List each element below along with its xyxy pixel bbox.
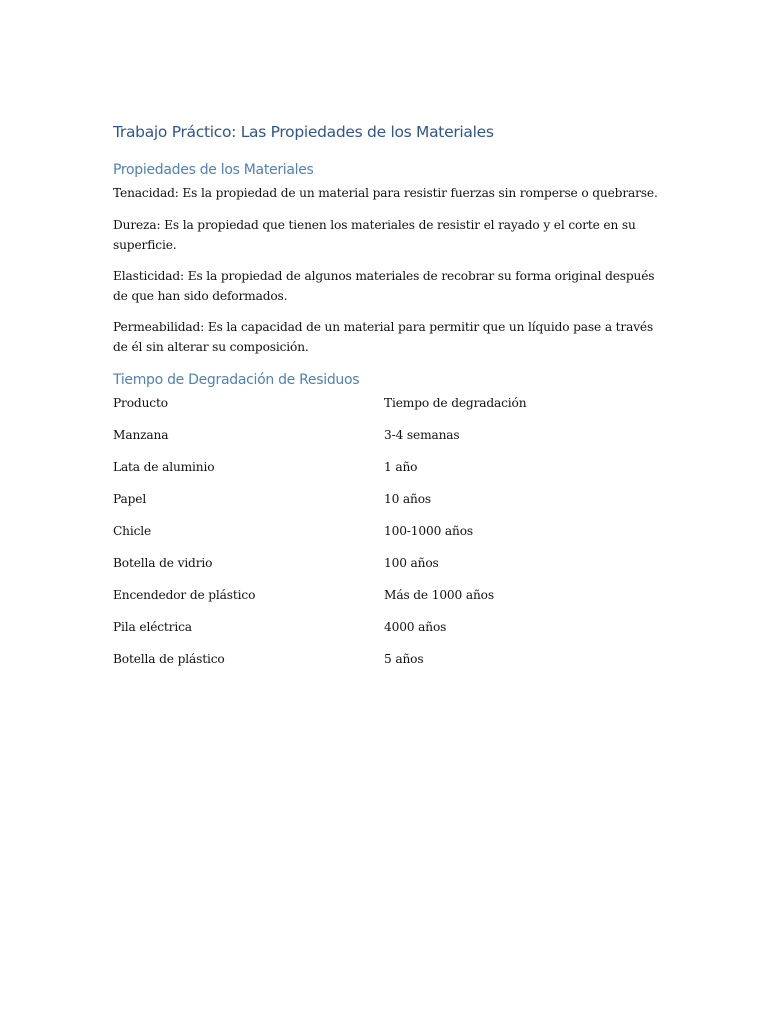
paragraph-dureza: Dureza: Es la propiedad que tienen los materiales de resistir el rayado y el corte en su superficie. <box>113 218 636 252</box>
product-cell: Botella de plástico <box>113 652 225 666</box>
document-title: Trabajo Práctico: Las Propiedades de los Materiales <box>113 123 494 141</box>
time-cell: Más de 1000 años <box>384 588 494 602</box>
time-cell: 5 años <box>384 652 424 666</box>
table-row <box>113 489 673 521</box>
product-cell: Lata de aluminio <box>113 460 215 474</box>
product-cell: Pila eléctrica <box>113 620 192 634</box>
table-row <box>113 553 673 585</box>
product-cell: Manzana <box>113 428 169 442</box>
time-cell: 4000 años <box>384 620 447 634</box>
product-cell: Encendedor de plástico <box>113 588 256 602</box>
time-cell: 10 años <box>384 492 432 506</box>
section-heading-properties: Propiedades de los Materiales <box>113 162 314 178</box>
table-row <box>113 425 673 457</box>
product-cell: Chicle <box>113 524 152 538</box>
table-row <box>113 649 673 681</box>
time-cell: 1 año <box>384 460 418 474</box>
table-row <box>113 521 673 553</box>
column-header-time: Tiempo de degradación <box>384 396 527 410</box>
table-header-row <box>113 393 673 425</box>
paragraph-tenacidad: Tenacidad: Es la propiedad de un material para resistir fuerzas sin romperse o quebrarse. <box>113 186 658 200</box>
product-cell: Botella de vidrio <box>113 556 213 570</box>
degradation-table <box>113 393 673 681</box>
table-row <box>113 617 673 649</box>
column-header-product: Producto <box>113 396 168 410</box>
table-row <box>113 457 673 489</box>
time-cell: 3-4 semanas <box>384 428 460 442</box>
product-cell: Papel <box>113 492 147 506</box>
section-heading-degradation: Tiempo de Degradación de Residuos <box>113 372 360 388</box>
paragraph-elasticidad: Elasticidad: Es la propiedad de algunos materiales de recobrar su forma original después de que han sido deformados. <box>113 269 655 303</box>
time-cell: 100 años <box>384 556 439 570</box>
table-row <box>113 585 673 617</box>
paragraph-permeabilidad: Permeabilidad: Es la capacidad de un material para permitir que un líquido pase a través de él sin alterar su composición. <box>113 320 654 354</box>
time-cell: 100-1000 años <box>384 524 474 538</box>
